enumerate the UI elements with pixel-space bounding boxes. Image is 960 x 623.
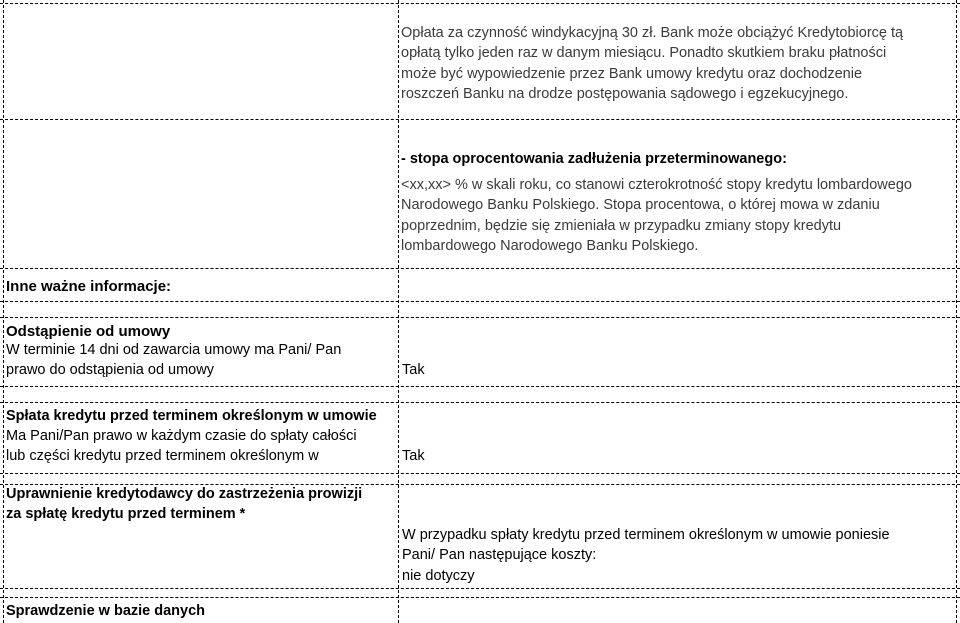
overdue-rate-section bbox=[401, 150, 956, 257]
row-divider bbox=[0, 588, 960, 589]
row-divider bbox=[0, 119, 960, 120]
row-divider bbox=[0, 301, 960, 302]
early-repayment-heading: Spłata kredytu przed terminem określonym w umowie bbox=[6, 408, 377, 424]
overdue-rate-line: <xx,xx> % w skali roku, co stanowi czterokrotność stopy kredytu lombardowego bbox=[401, 177, 912, 193]
row-divider bbox=[0, 402, 960, 403]
early-repayment-text bbox=[6, 426, 396, 467]
row-divider bbox=[0, 597, 960, 598]
column-divider bbox=[398, 0, 399, 623]
withdrawal-text bbox=[6, 340, 396, 381]
withdrawal-heading: Odstąpienie od umowy bbox=[6, 323, 171, 340]
early-repayment-line: lub części kredytu przed terminem określonym w bbox=[6, 448, 319, 465]
commission-heading bbox=[6, 484, 396, 524]
overdue-rate-line: Narodowego Banku Polskiego. Stopa procentowa, o której mowa w zdaniu bbox=[401, 197, 880, 214]
row-divider bbox=[0, 386, 960, 387]
row-divider bbox=[0, 268, 960, 269]
penalty-fee-line: opłatą tylko jeden raz w danym miesiącu. Ponadto skutkiem braku płatności bbox=[401, 45, 887, 62]
row-divider bbox=[0, 317, 960, 318]
overdue-rate-line: lombardowego Narodowego Banku Polskiego. bbox=[401, 238, 699, 255]
column-divider bbox=[3, 0, 4, 623]
withdrawal-value: Tak bbox=[402, 362, 425, 378]
overdue-rate-heading: - stopa oprocentowania zadłużenia przeterminowanego: bbox=[401, 151, 787, 167]
column-divider bbox=[956, 0, 957, 623]
commission-heading-line: Uprawnienie kredytodawcy do zastrzeżenia prowizji bbox=[6, 486, 363, 502]
withdrawal-line: prawo do odstąpienia od umowy bbox=[6, 362, 214, 379]
database-check-heading: Sprawdzenie w bazie danych bbox=[6, 603, 206, 619]
penalty-fee-line: Opłata za czynność windykacyjną 30 zł. Bank może obciążyć Kredytobiorcę tą bbox=[401, 25, 904, 41]
row-divider bbox=[0, 473, 960, 474]
penalty-fee-line: roszczeń Banku na drodze postępowania sądowego i egzekucyjnego. bbox=[401, 86, 849, 103]
commission-text bbox=[402, 525, 956, 586]
early-repayment-line: Ma Pani/Pan prawo w każdym czasie do spłaty całości bbox=[6, 428, 357, 444]
penalty-fee-line: może być wypowiedzenie przez Bank umowy kredytu oraz dochodzenie bbox=[401, 65, 863, 82]
other-info-heading: Inne ważne informacje: bbox=[6, 278, 172, 295]
early-repayment-value: Tak bbox=[402, 448, 425, 464]
commission-line: Pani/ Pan następujące koszty: bbox=[402, 547, 597, 564]
commission-heading-line: za spłatę kredytu przed terminem * bbox=[6, 506, 246, 522]
overdue-rate-line: poprzednim, będzie się zmieniała w przypadku zmiany stopy kredytu bbox=[401, 217, 842, 234]
row-divider bbox=[0, 3, 960, 4]
commission-line: W przypadku spłaty kredytu przed terminem określonym w umowie poniesie bbox=[402, 527, 890, 543]
commission-line: nie dotyczy bbox=[402, 567, 475, 584]
penalty-fee-text bbox=[401, 23, 956, 105]
withdrawal-line: W terminie 14 dni od zawarcia umowy ma Pani/ Pan bbox=[6, 342, 342, 358]
